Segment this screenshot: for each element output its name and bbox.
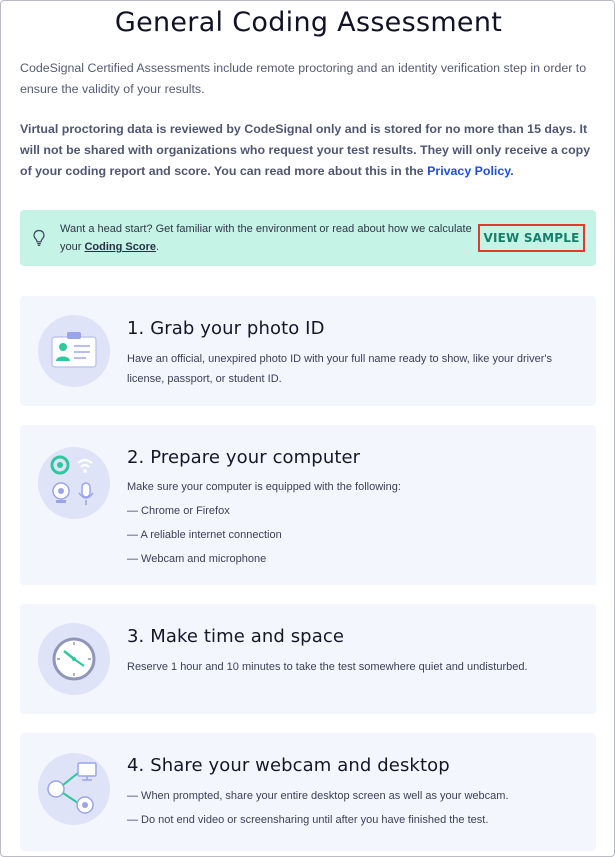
privacy-policy-link[interactable]: Privacy Policy. [427, 164, 514, 178]
clock-icon [38, 623, 110, 695]
step-description: Make sure your computer is equipped with the following: [127, 481, 401, 493]
step-card-computer [20, 425, 596, 585]
head-start-copy: Want a head start? Get familiar with the environment or read about how we calculate your [60, 223, 472, 253]
step-title: 4. Share your webcam and desktop [127, 755, 450, 776]
coding-score-link[interactable]: Coding Score [84, 241, 156, 253]
computer-setup-icon [38, 447, 110, 519]
step-title: 2. Prepare your computer [127, 447, 361, 468]
requirement-item: — Webcam and microphone [127, 553, 267, 565]
share-screen-icon [38, 753, 110, 825]
requirement-item: — A reliable internet connection [127, 529, 282, 541]
step-title: 1. Grab your photo ID [127, 318, 325, 339]
lightbulb-icon [32, 229, 46, 247]
intro-text: CodeSignal Certified Assessments include remote proctoring and an identity verification step in order to ensure the validity of your results. [20, 61, 587, 96]
photo-id-icon [38, 315, 110, 387]
privacy-notice [20, 119, 602, 182]
view-sample-button[interactable]: VIEW SAMPLE [478, 224, 585, 252]
step-description: — When prompted, share your entire desktop screen as well as your webcam. [127, 790, 509, 802]
requirement-item: — Chrome or Firefox [127, 505, 230, 517]
head-start-period: . [155, 241, 160, 253]
step-card-time [20, 604, 596, 714]
head-start-text [60, 220, 480, 256]
step-card-photo-id [20, 296, 596, 406]
step-description: Have an official, unexpired photo ID with your full name ready to show, like your driver's license, passport, or student ID. [127, 353, 552, 385]
privacy-text: Virtual proctoring data is reviewed by CodeSignal only and is stored for no more than 15 days. It will not be shared with organizations who request your test results. They will only receive a copy of your coding report and score. You can read more about this in the [20, 122, 591, 178]
step-description: — Do not end video or screensharing until after you have finished the test. [127, 814, 489, 826]
step-card-webcam [20, 733, 596, 851]
page-title: General Coding Assessment [114, 7, 503, 38]
step-title: 3. Make time and space [127, 626, 345, 647]
step-description: Reserve 1 hour and 10 minutes to take the test somewhere quiet and undisturbed. [127, 661, 528, 673]
